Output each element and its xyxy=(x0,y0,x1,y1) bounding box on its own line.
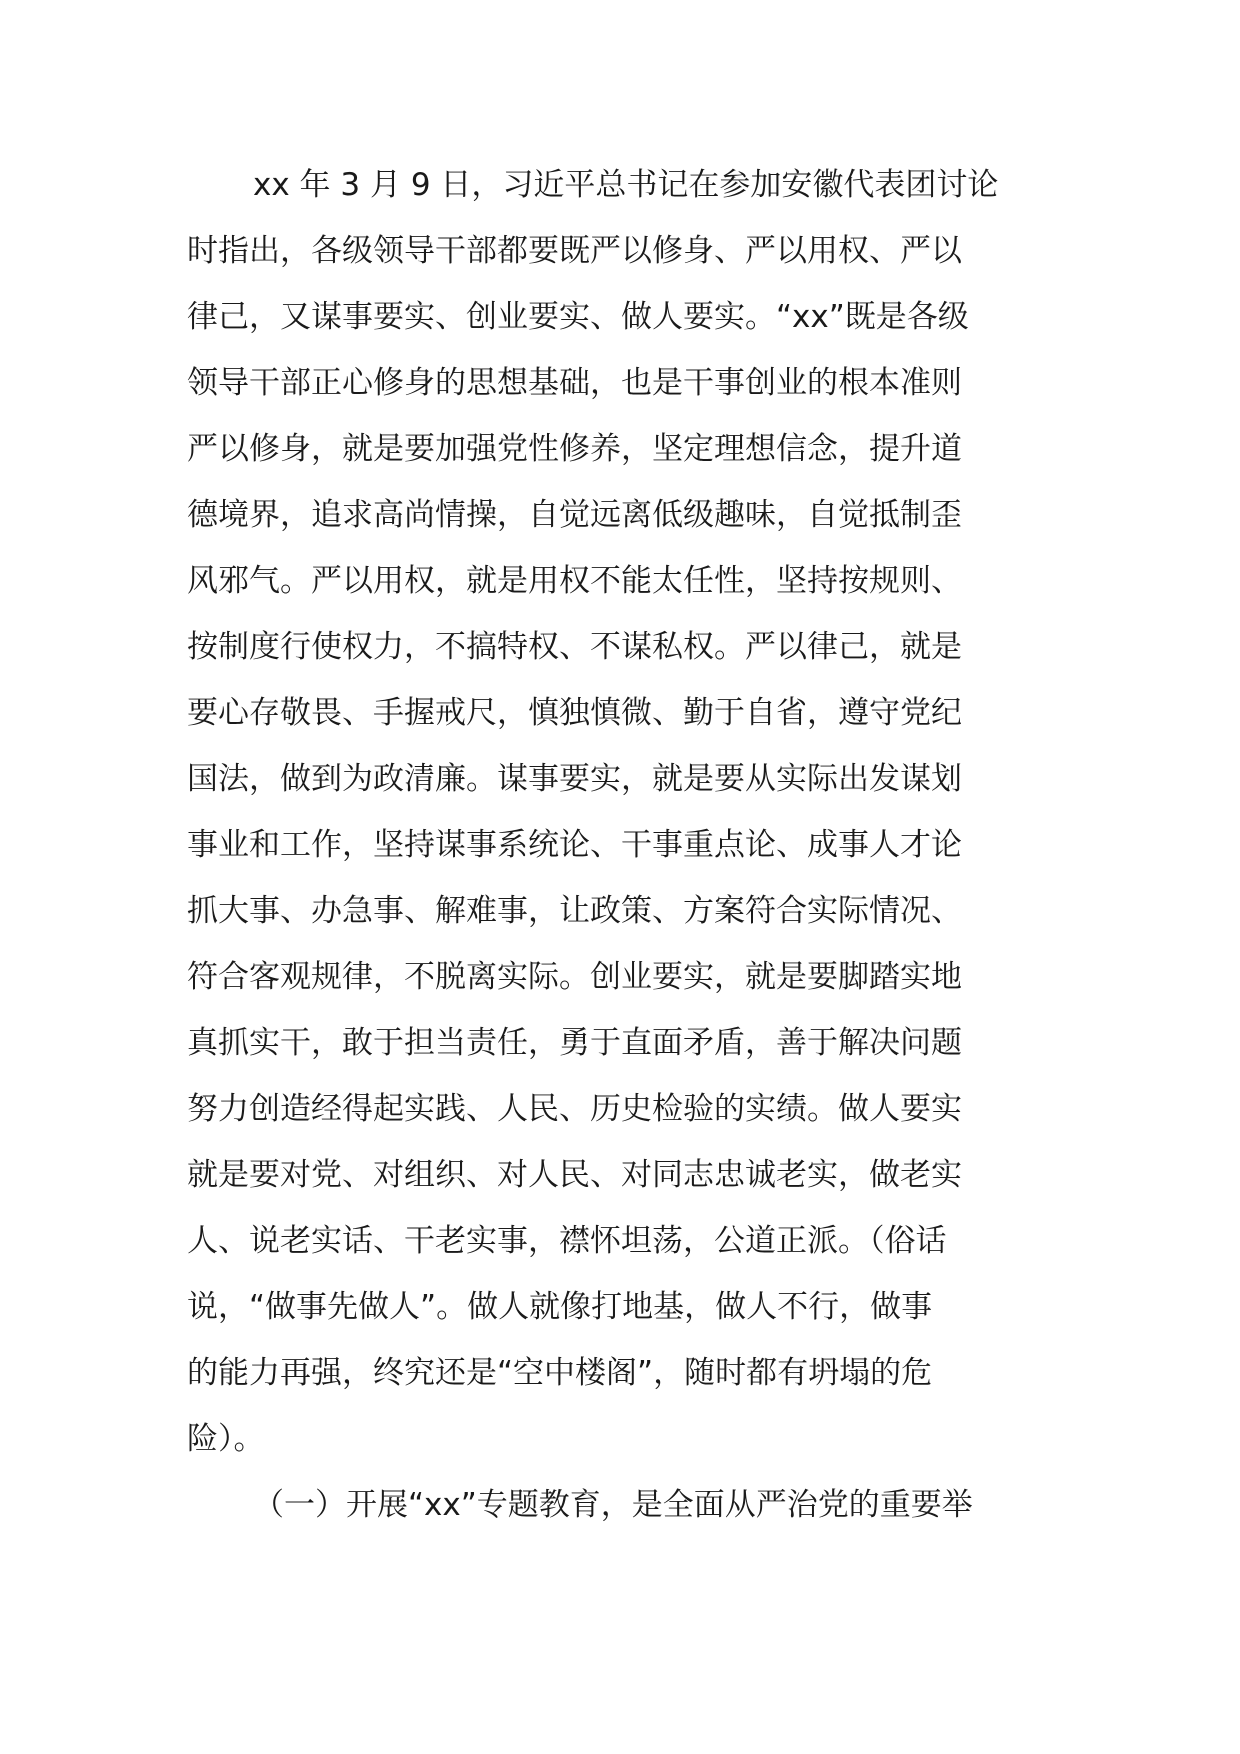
paragraph-line: 律己，又谋事要实、创业要实、做人要实。“xx”既是各级 xyxy=(187,299,969,335)
paragraph-line: 时指出，各级领导干部都要既严以修身、严以用权、严以 xyxy=(187,233,962,269)
paragraph-line: 真抓实干，敢于担当责任，勇于直面矛盾，善于解决问题 xyxy=(187,1025,962,1061)
paragraph-line: 就是要对党、对组织、对人民、对同志忠诚老实，做老实 xyxy=(187,1157,962,1193)
paragraph-line: 人、说老实话、干老实事，襟怀坦荡，公道正派。（俗话 xyxy=(187,1223,947,1259)
paragraph-line: 的能力再强，终究还是“空中楼阁”，随时都有坍塌的危 xyxy=(187,1355,933,1391)
paragraph-line: 说，“做事先做人”。做人就像打地基，做人不行，做事 xyxy=(187,1289,933,1325)
paragraph-line: 符合客观规律，不脱离实际。创业要实，就是要脚踏实地 xyxy=(187,959,962,995)
paragraph-line: xx 年 3 月 9 日，习近平总书记在参加安徽代表团讨论 xyxy=(253,167,999,203)
paragraph-line: 险）。 xyxy=(187,1421,265,1457)
paragraph-line: 国法，做到为政清廉。谋事要实，就是要从实际出发谋划 xyxy=(187,761,962,797)
section-heading-line: （一）开展“xx”专题教育，是全面从严治党的重要举 xyxy=(253,1487,973,1523)
paragraph-line: 风邪气。严以用权，就是用权不能太任性，坚持按规则、 xyxy=(187,563,962,599)
paragraph-line: 德境界，追求高尚情操，自觉远离低级趣味，自觉抵制歪 xyxy=(187,497,962,533)
paragraph-line: 抓大事、办急事、解难事，让政策、方案符合实际情况、 xyxy=(187,893,962,929)
paragraph-line: 要心存敬畏、手握戒尺，慎独慎微、勤于自省，遵守党纪 xyxy=(187,695,962,731)
paragraph-line: 严以修身，就是要加强党性修养，坚定理想信念，提升道 xyxy=(187,431,962,467)
paragraph-line: 按制度行使权力，不搞特权、不谋私权。严以律己，就是 xyxy=(187,629,962,665)
paragraph-line: 努力创造经得起实践、人民、历史检验的实绩。做人要实 xyxy=(187,1091,962,1127)
paragraph-line: 领导干部正心修身的思想基础，也是干事创业的根本准则 xyxy=(187,365,962,401)
body-text xyxy=(187,152,1067,1538)
paragraph-line: 事业和工作，坚持谋事系统论、干事重点论、成事人才论 xyxy=(187,827,962,863)
